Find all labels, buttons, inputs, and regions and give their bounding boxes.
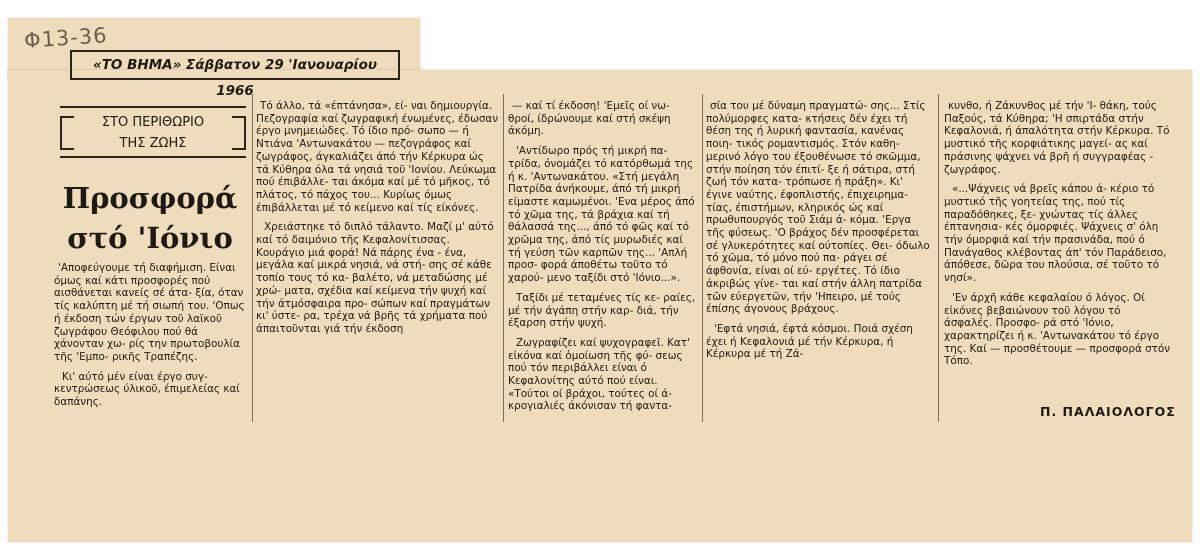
- article-headline: [50, 178, 250, 258]
- paragraph: Ταξίδι μέ τεταμένες τίς κε- ραίες, μέ τήν άγάπη στήν καρ- διά, τήν έξαρση στήν ψυχή.: [508, 291, 696, 330]
- rubric-line-1: ΣΤΟ ΠΕΡΙΘΩΡΙΟ: [101, 115, 205, 130]
- article-column-4: [706, 100, 930, 361]
- column-divider: [252, 94, 253, 422]
- paragraph: — καί τί έκδοση! 'Εμεῖς οί νω- θροί, ίδρώνουμε καί στή σκέψη άκόμη.: [508, 100, 671, 138]
- paragraph: Τό άλλο, τά «έπτάνησα», εί- ναι δημιουργία. Πεζογραφία καί ζωγραφική ένωμένες, έδωσαν έργο μνημειώδες. Τό ίδιο πρό- σωπο — ή Ντιάνα 'Αντωνακάτου — πεζογράφος καί ζωγράφος, άγκαλιάζει άπό τήν Κέρκυρα ώς τά Κύθηρα όλα τά νησιά τοῦ 'Ιονίου. Λεύκωμα πού έπιβάλλε- ται άκόμα καί μέ τό μῆκος, τό πλάτος, τό πάχος του... Κυρίως όμως έπιβάλλεται μέ τό κείμενο καί τίς είκόνες.: [256, 100, 499, 214]
- paragraph: «...Ψάχνεις νά βρεῖς κάπου ά- κέριο τό μυστικό τῆς γοητείας της, πού τίς παραδόθηκες, ξε- χνώντας τίς άλλες έπτανησια- κές όμορφιές. Ψάχνεις σ' όλη τήν όμορφιά καί τήν πρασινάδα, πού ό Πανάγαθος κλέβοντας άπ' τόν Παράδεισο, άπόθεσε, δῶρα του πλούσια, σέ τοῦτο τό νησί».: [944, 183, 1167, 285]
- source-line: «ΤΟ ΒΗΜΑ» Σάββατον 29 'Ιανουαρίου 1966: [70, 50, 400, 80]
- article-column-2: [256, 100, 500, 336]
- headline-line-2: στό 'Ιόνιο: [67, 221, 233, 255]
- article-column-1: [54, 262, 248, 409]
- paragraph: Κι' αύτό μέν είναι έργο συγ- κεντρώσεως ύλικοῦ, έπιμελείας καί δαπάνης.: [54, 370, 240, 409]
- paragraph: Ζωγραφίζει καί ψυχογραφεῖ. Κατ' εἰκόνα καί ὁμοίωση τῆς φύ- σεως πού τόν περιβάλλει είναι ό Κεφαλονίτης αύτό πού είναι. «Τούτοι οί βράχοι, τούτες οί ά- κρογιαλιές άκόνισαν τή φαντα-: [508, 336, 690, 413]
- paragraph: 'Εν άρχῆ κάθε κεφαλαίου ό λόγος. Οί εἰκόνες βεβαιώνουν τοῦ λόγου τό άσφαλές. Προσφο- ρά στό 'Ιόνιο, χαρακτηρίζει ή κ. 'Αντωνακάτου τό έργο της. Καί — προσθέτουμε — προσφορά στόν Τόπο.: [944, 291, 1171, 368]
- headline-line-1: Προσφορά: [62, 181, 238, 215]
- paragraph: 'Εφτά νησιά, έφτά κόσμοι. Ποιά σχέση έχει ή Κεφαλονιά μέ τήν Κέρκυρα, ή Κέρκυρα μέ τή Ζά-: [706, 322, 913, 361]
- paragraph: Χρειάστηκε τό διπλό τάλαντο. Μαζί μ' αύτό καί τό δαιμόνιο τῆς Κεφαλονίτισσας. Κουράγιο μιά φορά! Νά πάρης ένα - ένα, μεγάλα καί μικρά νησιά, νά στή- σης σέ κάθε τοπίο τους τό κα- βαλέτο, νά μεταδώσης μέ χρώ- ματα, σχέδια καί κείμενα τήν ψυχή καί τήν άτμόσφαιρα προ- σώπων καί πραγμάτων κι' ύστε- ρα, τρέχα νά βρῆς τά χρήματα πού άπαιτοῦνται γιά τήν έκδοση: [256, 221, 494, 335]
- column-divider: [938, 94, 939, 422]
- column-divider: [503, 94, 504, 422]
- column-rubric: [60, 106, 246, 158]
- author-signature: Π. ΠΑΛΑΙΟΛΟΓΟΣ: [1040, 404, 1176, 419]
- paragraph: σία του μέ δύναμη πραγματώ- σης... Στίς πολύμορφες κατα- κτήσεις δέν έχει τή θέση της ή λυρική φαντασία, κανένας ποιη- τικός ρομαντισμός. Στόν καθη- μερινό λόγο του έξουθένωσε τό σκῶμμα, στήν ποίηση τόν έπιτί- ξε ή σάτιρα, στή ζωή τόν κατα- τρόπωσε ή πράξη». Κι' έγινε ναύτης, έφοπλιστής, έπιχειρημα- τίας, έπιστήμων, κληρικός ώς καί πρωθυπουργός τοῦ Σιάμ ά- κόμα. 'Εργα τῆς φύσεως. 'Ο βράχος δέν προσφέρεται σέ γλυκερότητες καί ούτοπίες. Θει- όδωλο τό χῶμα, τό μόνο πού πα- ράγει σέ άφθονία, είναι οί εύ- εργέτες. Τό ίδιο άκριβώς γίνε- ται καί στήν άλλη πατρίδα τῶν εύεργετῶν, τήν 'Ηπειρο, μέ τούς έπίσης άγονους βράχους.: [706, 100, 930, 316]
- article-column-5: [944, 100, 1172, 368]
- rubric-bracket-right: [232, 116, 246, 150]
- rubric-bracket-left: [60, 116, 74, 150]
- rubric-line-2: ΤΗΣ ΖΩΗΣ: [119, 136, 187, 151]
- article-column-3: [508, 100, 698, 413]
- column-divider: [702, 94, 703, 422]
- paragraph: κυνθο, ή Ζάκυνθος μέ τήν 'Ι- θάκη, τούς Παξούς, τά Κύθηρα; 'Η σπιρτάδα στήν Κεφαλονιά, ή άπαλότητα στήν Κέρκυρα. Τό μυστικό τῆς κορφιάτικης μαγεί- ας καί πράσινης ψάχνει νά βρῆ ή συγγραφέας - ζωγράφος.: [944, 100, 1170, 176]
- paragraph: 'Αντίδωρο πρός τή μικρή πα- τρίδα, όνομάζει τό κατόρθωμά της ή κ. 'Αντωνακάτου. «Στή μεγάλη Πατρίδα άνήκουμε, άπό τή μικρή είμαστε καμωμένοι. 'Ενα μέρος άπό τό χῶμα της, τά βράχια καί τή θάλασσά της..., άπό τό φῶς καί τό χρῶμα της, άπό τίς μυρωδιές καί τή γεύση τῶν καρπῶν της... 'Απλή προσ- φορά άποθέτω τοῦτο τό χαρού- μενο ταξίδι στό 'Ιόνιο...».: [508, 145, 695, 285]
- paragraph: 'Αποφεύγουμε τή διαφήμιση. Είναι όμως καί κάτι προσφορές πού αισθάνεται κανείς σέ άτα- ξία, όταν τίς καλύπτη μέ τή σιωπή του. 'Οπως ή έκδοση τών έργων τοῦ λαϊκοῦ ζωγράφου Θεόφιλου πού θά χάνονταν χω- ρίς την πρωτοβουλία τῆς 'Εμπο- ρικῆς Τραπέζης.: [54, 262, 245, 363]
- handwritten-archive-note: Φ13-36: [23, 23, 109, 53]
